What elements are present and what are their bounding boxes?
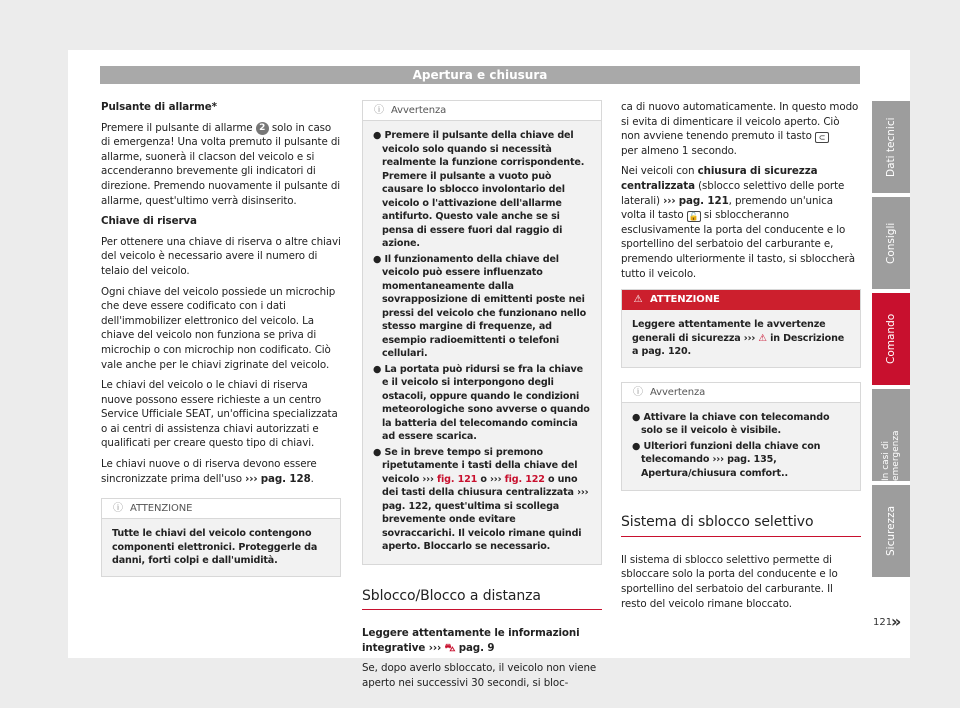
chapter-tabs [872,101,910,581]
warning-box-keys: ⓘ ATTENZIONE Tutte le chiavi del veicolo contengono componenti elettronici. Proteggerle da danni, forti colpi e dall'umidità. [101,498,341,577]
list-item: ● La portata può ridursi se fra la chiave e il veicolo si interpongono degli ostacoli, oppure quando le condizioni meteorologiche sono avverse o quando la batteria del telecomando comincia ad essere scarica. [373,363,590,442]
book-car-icon: ⛍ [444,641,456,654]
link-pag-9[interactable]: pag. 9 [458,641,495,654]
info-icon: ⓘ [113,503,123,515]
link-pag-122[interactable]: pag. 122 [382,500,429,512]
paragraph-autolock: Se, dopo averlo sbloccato, il veicolo non viene aperto nei successivi 30 secondi, si bloc- [362,662,597,689]
paragraph-spare-1: Per ottenere una chiave di riserva o altre chiavi del veicolo è necessario avere il numero di telaio del veicolo. [101,235,341,277]
unlock-key-icon: ⊂ [815,132,829,143]
list-item: ● Attivare la chiave con telecomando solo se il veicolo è visibile. [632,411,830,437]
number-badge: 2 [256,122,269,135]
paragraph-spare-2: Ogni chiave del veicolo possiede un microchip che deve essere codificato con i dati dell'immobilizer elettronico del veicolo. La chiave del veicolo non funziona se priva di microchip o con microchip non codificato. Ciò vale anche per le chiavi zigrinate del veicolo. [101,285,336,371]
heading-alarm: Pulsante di allarme* [101,101,217,113]
column-2 [362,100,602,696]
section-title-selective: Sistema di sblocco selettivo [621,515,861,537]
lock-key-icon: 🔓 [687,211,701,222]
link-pag-128[interactable]: pag. 128 [260,472,311,485]
warning-box-safety: ⚠ ATTENZIONE Leggere attentamente le avvertenze generali di sicurezza ››› ⚠ in Descrizione a pag. 120. [621,289,861,368]
link-pag-121[interactable]: pag. 121 [678,194,729,207]
tab-dati-tecnici[interactable]: Dati tecnici [872,101,910,193]
paragraph-central-lock: Nei veicoli con chiusura di sicurezza centralizzata (sblocco selettivo delle porte laterali) ››› pag. 121, premendo un'unica volta il tasto 🔓 si sbloccheranno esclusivamente la porta del conducente e lo sportellino del serbatoio del carburante e, premendo ulteriormente il tasto, si sbloccherà tutto il veicolo. [621,165,855,280]
info-icon: ⓘ [374,105,384,116]
warning-triangle-icon: ⚠ [633,294,643,306]
paragraph-spare-3: Le chiavi del veicolo o le chiavi di riserva nuove possono essere richieste a un centro Service Ufficiale SEAT, un'officina specializzata o ai centri di assistenza chiavi autorizzati e qualificati per creare questo tipo di chiavi. [101,379,338,450]
warning-triangle-icon: ⚠ [758,332,767,344]
paragraph-read-info: Leggere attentamente le informazioni integrative ››› ⛍ pag. 9 [362,627,580,654]
page-header: Apertura e chiusura [100,66,860,84]
paragraph-autolock-cont: ca di nuovo automaticamente. In questo modo si evita di dimenticare il veicolo aperto. Ciò non avviene tenendo premuto il tasto ⊂ per almeno 1 secondo. [621,101,859,157]
column-1 [101,100,341,577]
column-3 [621,100,861,617]
note-box-remote: ⓘ Avvertenza ● Premere il pulsante della chiave del veicolo solo quando si necessità realmente la funzione corrispondente. Premere il pulsante a vuoto può causare lo sblocco involontario del veicolo o l'attivazione dell'allarme antifurto. Questo vale anche se si pensa di essere fuori dal raggio di azione. ● Il funzionamento della chiave del veicolo può essere influenzato momentaneamente dalla sovrapposizione di emittenti poste nei pressi del veicolo che funzionano nello stesso margine di frequenze, ad esempio radioemittenti o telefoni cellulari. ● La portata può ridursi se fra la chiave e il veicolo si interpongono degli ostacoli, oppure quando le condizioni meteorologiche sono avverse o quando la batteria del telecomando comincia ad essere scarica. ● Se in breve tempo si premono ripetutamente i tasti della chiave del veicolo ››› fig. 121 o ››› fig. 122 o uno dei tasti della chiusura centralizzata ››› pag. 122, quest'ultima si scollega brevemente onde evitare sovraccarichi. Il veicolo rimane quindi aperto. Bloccarlo se necessario. [362,100,602,565]
section-title-remote: Sblocco/Blocco a distanza [362,589,602,611]
link-pag-120[interactable]: in Descrizione a pag. 120. [632,332,845,358]
tab-in-casi-di-emergenza[interactable]: In casi di emergenza [872,389,910,481]
list-item: ● Ulteriori funzioni della chiave con telecomando ››› pag. 135, Apertura/chiusura comfort.. [632,440,821,479]
list-item: ● Se in breve tempo si premono ripetutamente i tasti della chiave del veicolo ››› fig. 121 o ››› fig. 122 o uno dei tasti della chiusura centralizzata ››› pag. 122, quest'ultima si scollega brevemente onde evitare sovraccarichi. Il veicolo rimane quindi aperto. Bloccarlo se necessario. [373,446,589,552]
heading-spare-key: Chiave di riserva [101,215,197,228]
manual-page [68,50,910,689]
paragraph-selective: Il sistema di sblocco selettivo permette di sbloccare solo la porta del conducente e lo sportellino del serbatoio del carburante. Il resto del veicolo rimane bloccato. [621,553,838,610]
link-fig-122[interactable]: fig. 122 [504,473,545,485]
link-pag-135[interactable]: pag. 135, Apertura/chiusura comfort.. [641,454,788,479]
tab-comando[interactable]: Comando [872,293,910,385]
paragraph-spare-4: Le chiavi nuove o di riserva devono essere sincronizzate prima dell'uso ››› pag. 128. [101,458,317,485]
continue-mark: » [891,612,902,631]
info-icon: ⓘ [633,386,643,398]
page-number: 121 [873,617,893,628]
link-fig-121[interactable]: fig. 121 [437,473,478,485]
paragraph-alarm: Premere il pulsante di allarme 2 solo in caso di emergenza! Una volta premuto il pulsante di allarme, suonerà il clacson del veicolo e si accenderanno brevemente gli indicatori di direzione. Premendo nuovamente il pulsante di allarme, quest'ultimo verrà disinserito. [101,121,341,207]
list-item: ● Il funzionamento della chiave del veicolo può essere influenzato momentaneamente dalla sovrapposizione di emittenti poste nei pressi del veicolo che funzionano nello stesso margine di frequenze, ad esempio radioemittenti o telefoni cellulari. [373,253,587,359]
tab-sicurezza[interactable]: Sicurezza [872,485,910,577]
list-item: ● Premere il pulsante della chiave del veicolo solo quando si necessità realmente la funzione corrispondente. Premere il pulsante a vuoto può causare lo sblocco involontario del veicolo o l'attivazione dell'allarme antifurto. Questo vale anche se si pensa di essere fuori dal raggio di azione. [373,130,585,249]
tab-consigli[interactable]: Consigli [872,197,910,289]
note-box-visibility: ⓘ Avvertenza ● Attivare la chiave con telecomando solo se il veicolo è visibile. ● Ulteriori funzioni della chiave con telecomando ››› pag. 135, Apertura/chiusura comfort.. [621,382,861,492]
